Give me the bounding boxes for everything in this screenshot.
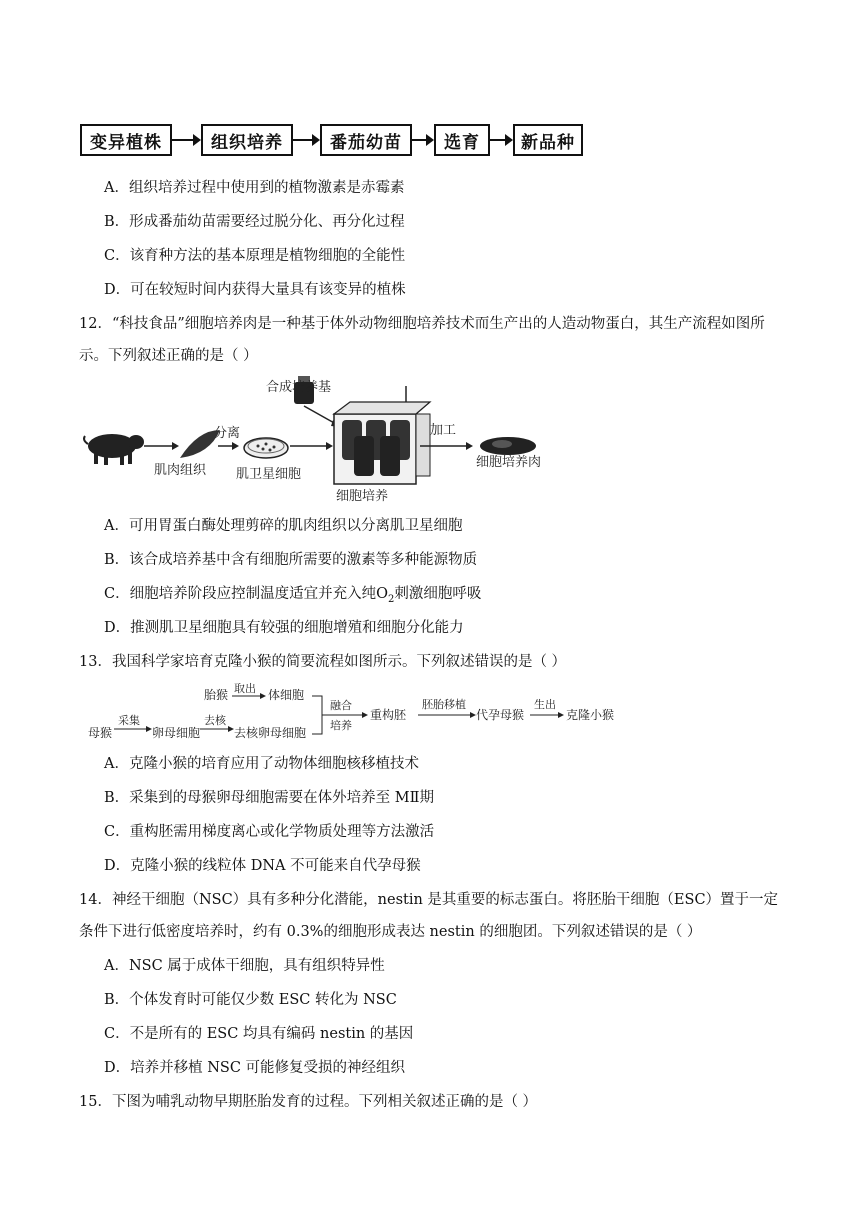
label-medium: 合成培养基 <box>266 380 332 395</box>
q14-option-c: C．不是所有的 ESC 均具有编码 nestin 的基因 <box>104 1026 414 1042</box>
q13-stem: 13．我国科学家培育克隆小猴的简要流程如图所示。下列叙述错误的是（ ） <box>79 654 567 670</box>
q14-option-d: D．培养并移植 NSC 可能修复受损的神经组织 <box>104 1060 406 1076</box>
flow-box-selection: 选育 <box>434 124 490 156</box>
q11-option-d: D．可在较短时间内获得大量具有该变异的植株 <box>104 282 406 298</box>
q13-option-c: C．重构胚需用梯度离心或化学物质处理等方法激活 <box>104 824 435 840</box>
label-muscle: 肌肉组织 <box>154 463 207 478</box>
cultured-meat-icon <box>480 437 536 455</box>
q12-stem-line1: 12．“科技食品”细胞培养肉是一种基于体外动物细胞培养技术而生产出的人造动物蛋白，其生产流程如图所 <box>79 316 765 332</box>
label-takeout: 取出 <box>234 682 256 695</box>
label-culture: 细胞培养 <box>336 489 389 504</box>
label-satellite: 肌卫星细胞 <box>236 467 302 482</box>
q12-option-a: A．可用胃蛋白酶处理剪碎的肌肉组织以分离肌卫星细胞 <box>104 518 463 534</box>
q13-option-d: D．克隆小猴的线粒体 DNA 不可能来自代孕母猴 <box>104 858 421 874</box>
flow-arrow <box>412 139 432 141</box>
q13-option-a: A．克隆小猴的培育应用了动物体细胞核移植技术 <box>104 756 419 772</box>
label-fetal-monkey: 胎猴 <box>204 688 229 702</box>
q11-option-b: B．形成番茄幼苗需要经过脱分化、再分化过程 <box>104 214 405 230</box>
label-reconstructed-embryo: 重构胚 <box>370 708 407 722</box>
flow-arrow <box>490 139 511 141</box>
label-enucleated-oocyte: 去核卵母细胞 <box>234 726 307 740</box>
q12-option-d: D．推测肌卫星细胞具有较强的细胞增殖和细胞分化能力 <box>104 620 464 636</box>
q11-option-c: C．该育种方法的基本原理是植物细胞的全能性 <box>104 248 406 264</box>
label-enucleate: 去核 <box>204 714 226 727</box>
bioreactor-icon <box>334 386 430 484</box>
label-collect: 采集 <box>118 714 140 727</box>
q14-option-b: B．个体发育时可能仅少数 ESC 转化为 NSC <box>104 992 397 1008</box>
q12-option-b: B．该合成培养基中含有细胞所需要的激素等多种能源物质 <box>104 552 478 568</box>
label-surrogate-monkey: 代孕母猴 <box>476 708 525 722</box>
flow-box-tomato-seedling: 番茄幼苗 <box>320 124 412 156</box>
label-somatic-cell: 体细胞 <box>268 688 305 702</box>
label-oocyte: 卵母细胞 <box>152 726 201 740</box>
flow-box-tissue-culture: 组织培养 <box>201 124 293 156</box>
q12-option-c: C．细胞培养阶段应控制温度适宜并充入纯$O_2$刺激细胞呼吸 <box>104 586 482 605</box>
flow-box-new-variety: 新品种 <box>513 124 583 156</box>
petri-dish-icon <box>244 438 288 458</box>
q13-option-b: B．采集到的母猴卵母细胞需要在体外培养至 MⅡ期 <box>104 790 434 806</box>
q13-clone-flow-figure <box>84 682 624 742</box>
pig-icon <box>84 434 144 465</box>
q12-production-figure <box>80 374 560 504</box>
label-fuse: 融合 <box>330 699 352 712</box>
label-process: 加工 <box>430 423 457 438</box>
q14-stem-line1: 14．神经干细胞（NSC）具有多种分化潜能，nestin 是其重要的标志蛋白。将胚胎干细胞（ESC）置于一定 <box>79 892 779 908</box>
label-meat: 细胞培养肉 <box>476 455 542 470</box>
label-culture: 培养 <box>330 719 352 732</box>
label-mother-monkey: 母猴 <box>88 726 113 740</box>
flow-box-variant-plant: 变异植株 <box>80 124 172 156</box>
label-embryo-transfer: 胚胎移植 <box>422 698 466 711</box>
q12-stem-line2: 示。下列叙述正确的是（ ） <box>79 348 258 364</box>
q14-stem-line2: 条件下进行低密度培养时，约有 0.3%的细胞形成表达 nestin 的细胞团。下列叙述错误的是（ ） <box>79 924 702 940</box>
label-separate: 分离 <box>214 426 241 441</box>
label-birth: 生出 <box>534 698 556 711</box>
q15-stem: 15．下图为哺乳动物早期胚胎发育的过程。下列相关叙述正确的是（ ） <box>79 1094 538 1110</box>
q11-option-a: A．组织培养过程中使用到的植物激素是赤霉素 <box>104 180 405 196</box>
label-clone-monkey: 克隆小猴 <box>566 708 615 722</box>
q14-option-a: A．NSC 属于成体干细胞，具有组织特异性 <box>104 958 385 974</box>
flow-arrow <box>172 139 199 141</box>
flow-arrow <box>293 139 318 141</box>
